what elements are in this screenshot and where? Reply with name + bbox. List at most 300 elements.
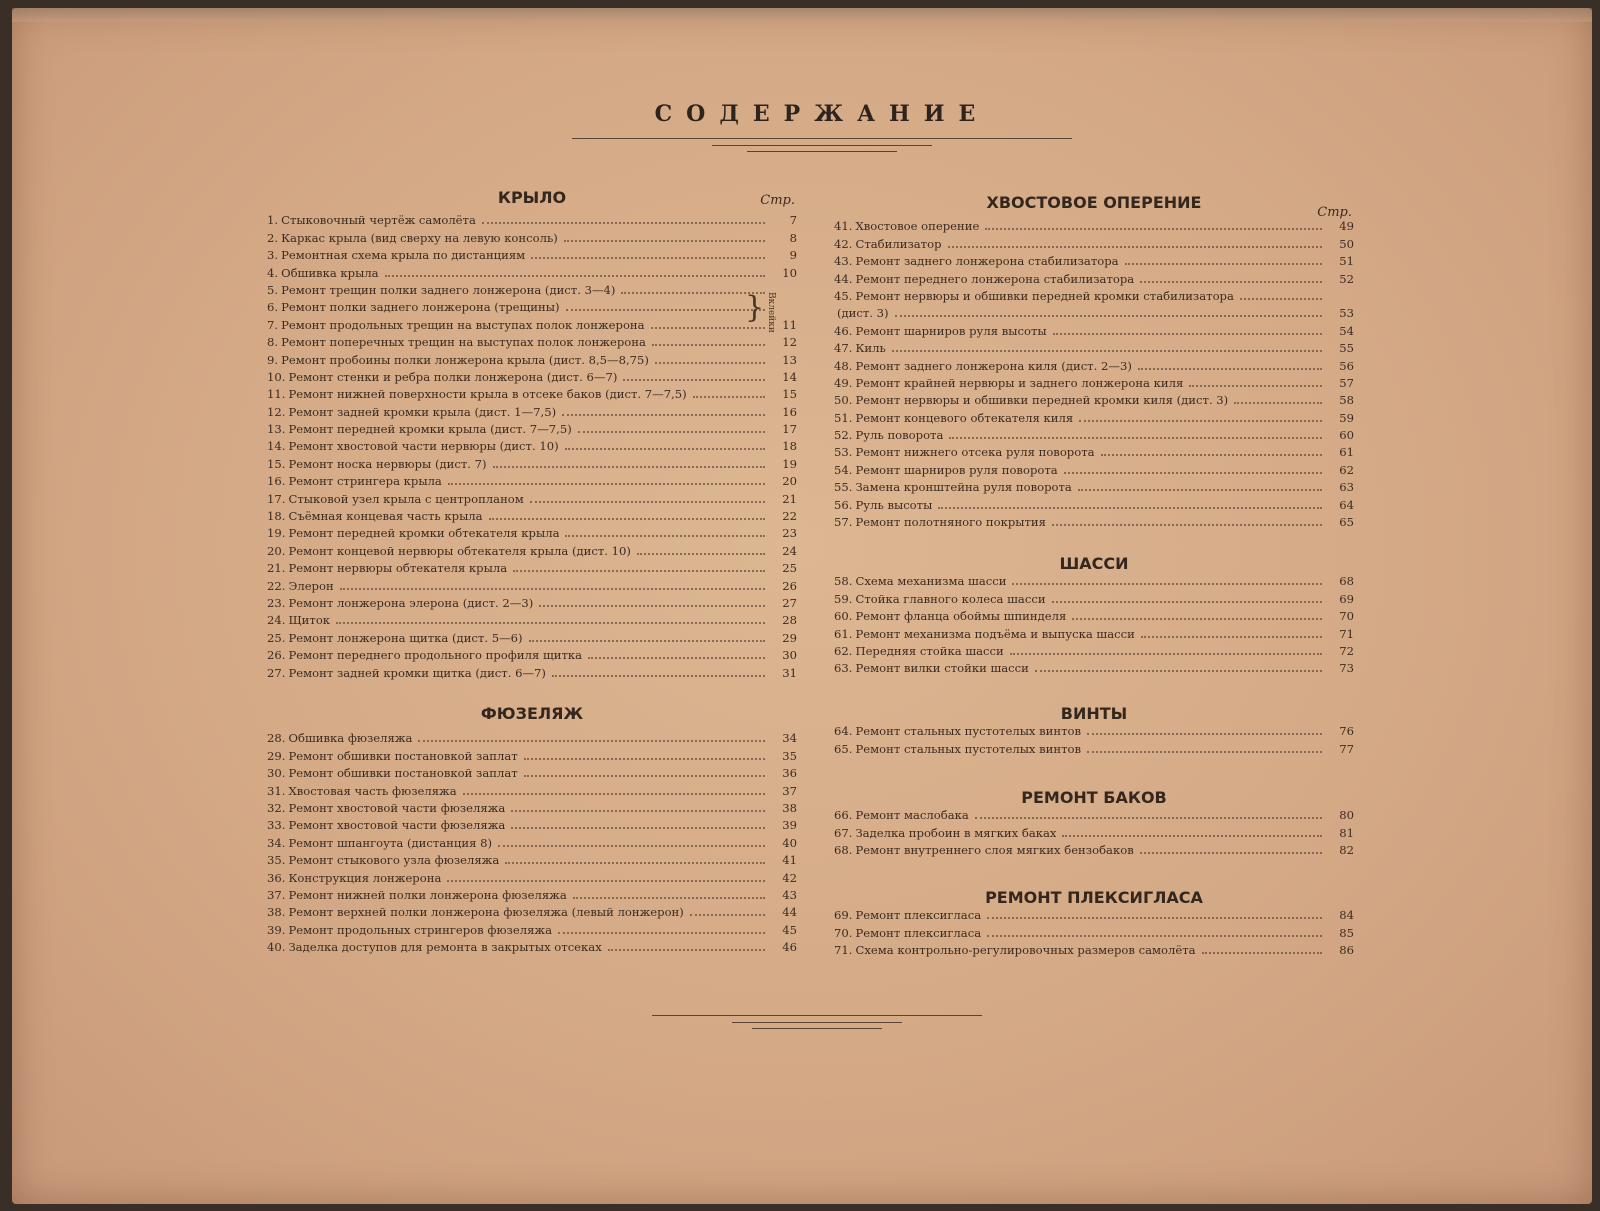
entry-number: 71. <box>834 943 853 958</box>
entry-title: Ремонт стрингера крыла <box>288 475 442 489</box>
toc-entry <box>267 401 797 418</box>
entry-title: Ремонт хвостовой части фюзеляжа <box>288 801 506 815</box>
entry-page-number: 25 <box>782 561 797 576</box>
section-heading-landing-gear: ШАССИ <box>1059 554 1129 573</box>
entry-page-number: 15 <box>782 387 797 402</box>
toc-entry <box>834 216 1354 233</box>
entry-number: 47. <box>834 341 853 356</box>
entry-title: Ремонт концевой нервюры обтекателя крыла (дист. 10) <box>288 544 631 558</box>
entry-number: 2. <box>267 230 279 245</box>
toc-entry <box>267 367 797 384</box>
dot-leader <box>948 245 1322 248</box>
dot-leader <box>1052 600 1322 603</box>
dot-leader <box>562 413 765 416</box>
dot-leader <box>1053 332 1322 335</box>
entry-title: Замена кронштейна руля поворота <box>855 481 1072 495</box>
entry-number: 27. <box>267 665 286 680</box>
entry-number: 61. <box>834 626 853 641</box>
dot-leader <box>558 931 765 934</box>
entry-title: Ремонт стальных пустотелых винтов <box>855 725 1082 739</box>
dot-leader <box>531 256 765 259</box>
entry-number: 9. <box>267 352 279 367</box>
entry-title: Ремонт продольных трещин на выступах полок лонжерона <box>281 318 645 332</box>
toc-entry <box>267 436 797 453</box>
entry-page-number: 22 <box>782 509 797 524</box>
dot-leader <box>565 447 765 450</box>
entry-page-number: 63 <box>1339 480 1354 495</box>
entry-title: Передняя стойка шасси <box>855 644 1004 658</box>
toc-entry <box>267 815 797 832</box>
dot-leader <box>578 430 765 433</box>
entry-number: 63. <box>834 661 853 676</box>
toc-entry <box>267 867 797 884</box>
entry-number: 33. <box>267 818 286 833</box>
entry-title: Схема контрольно-регулировочных размеров самолёта <box>855 944 1196 958</box>
entry-title: Ремонт нижней поверхности крыла в отсеке баков (дист. 7—7,5) <box>288 388 687 402</box>
entry-page-number: 56 <box>1339 358 1354 373</box>
dot-leader <box>608 948 765 951</box>
entry-number: 18. <box>267 509 286 524</box>
entry-number: 1. <box>267 213 279 228</box>
entry-page-number: 72 <box>1339 643 1354 658</box>
entry-title: Ремонт полки заднего лонжерона (трещины) <box>281 301 560 315</box>
entry-title: Стыковочный чертёж самолёта <box>281 214 476 228</box>
toc-entry <box>267 262 797 279</box>
dot-leader <box>552 674 765 677</box>
toc-entry <box>267 506 797 523</box>
entry-number: 20. <box>267 543 286 558</box>
toc-entry <box>267 832 797 849</box>
toc-entry <box>834 268 1354 285</box>
toc-entry <box>267 780 797 797</box>
entry-title: Ремонт трещин полки заднего лонжерона (дист. 3—4) <box>281 283 616 297</box>
bracket-mark: } <box>745 290 765 325</box>
entry-title: Ремонт стыкового узла фюзеляжа <box>288 854 500 868</box>
entry-number: 22. <box>267 578 286 593</box>
toc-entry <box>267 471 797 488</box>
section-heading-plexiglas: РЕМОНТ ПЛЕКСИГЛАСА <box>985 888 1203 907</box>
dot-leader <box>1064 471 1322 474</box>
entry-page-number: 9 <box>789 248 797 263</box>
entry-page-number: 77 <box>1339 741 1354 756</box>
entry-title: Руль высоты <box>855 498 933 512</box>
entry-page-number: 30 <box>782 648 797 663</box>
entry-title: Ремонт верхней полки лонжерона фюзеляжа (левый лонжерон) <box>288 906 684 920</box>
entry-title: Киль <box>855 342 886 356</box>
entry-number: 23. <box>267 595 286 610</box>
entry-number: 26. <box>267 648 286 663</box>
entry-page-number: 85 <box>1339 925 1354 940</box>
entry-title: Заделка доступов для ремонта в закрытых отсеках <box>288 941 602 955</box>
toc-entry <box>834 425 1354 442</box>
entry-number: 5. <box>267 282 279 297</box>
dot-leader <box>655 361 765 364</box>
entry-title: Обшивка фюзеляжа <box>288 732 413 746</box>
toc-entry <box>834 320 1354 337</box>
dot-leader <box>987 934 1322 937</box>
entry-page-number: 68 <box>1339 574 1354 589</box>
toc-entry <box>267 419 797 436</box>
entry-page-number: 86 <box>1339 943 1354 958</box>
entry-page-number: 69 <box>1339 591 1354 606</box>
toc-entry <box>834 338 1354 355</box>
entry-title: Ремонт нервюры и обшивки передней кромки стабилизатора <box>855 289 1234 303</box>
entry-page-number: 44 <box>782 905 797 920</box>
entry-page-number: 39 <box>782 818 797 833</box>
dot-leader <box>529 639 765 642</box>
entry-title: Ремонт концевого обтекателя киля <box>855 411 1074 425</box>
dot-leader <box>975 816 1322 819</box>
entry-number: 62. <box>834 643 853 658</box>
entry-page-number: 59 <box>1339 410 1354 425</box>
entry-number: 57. <box>834 515 853 530</box>
entry-number: 6. <box>267 300 279 315</box>
entry-number: 3. <box>267 248 279 263</box>
entry-page-number: 53 <box>1339 306 1354 321</box>
dot-leader <box>1101 453 1322 456</box>
page-title: СОДЕРЖАНИЕ <box>654 101 990 127</box>
entry-page-number: 76 <box>1339 724 1354 739</box>
entry-title: Хвостовая часть фюзеляжа <box>288 784 457 798</box>
entry-number: 67. <box>834 825 853 840</box>
toc-entry <box>267 227 797 244</box>
entry-page-number: 10 <box>782 265 797 280</box>
footer-rule <box>752 1028 882 1029</box>
entry-title: Ремонт обшивки постановкой заплат <box>288 767 518 781</box>
toc-entry <box>267 558 797 575</box>
dot-leader <box>1140 280 1322 283</box>
entry-page-number: 82 <box>1339 843 1354 858</box>
entry-number: 49. <box>834 375 853 390</box>
entry-number: 31. <box>267 783 286 798</box>
entry-number: 70. <box>834 925 853 940</box>
entry-title: Ремонт носка нервюры (дист. 7) <box>288 457 487 471</box>
dot-leader <box>895 314 1322 317</box>
entry-page-number: 18 <box>782 439 797 454</box>
entry-number: 42. <box>834 236 853 251</box>
entry-title: Ремонт поперечных трещин на выступах полок лонжерона <box>281 336 646 350</box>
section-entries-tail <box>834 216 1354 529</box>
toc-entry <box>834 355 1354 372</box>
entry-title: (дист. 3) <box>837 307 889 321</box>
entry-page-number: 51 <box>1339 254 1354 269</box>
entry-number: 15. <box>267 456 286 471</box>
entry-page-number: 55 <box>1339 341 1354 356</box>
entry-title: Съёмная концевая часть крыла <box>288 510 483 524</box>
toc-entry <box>267 850 797 867</box>
entry-page-number: 13 <box>782 352 797 367</box>
dot-leader <box>588 656 765 659</box>
entry-number: 32. <box>267 800 286 815</box>
dot-leader <box>539 604 765 607</box>
entry-title: Ремонт нижнего отсека руля поворота <box>855 446 1095 460</box>
toc-entry <box>267 297 797 314</box>
dot-leader <box>1087 732 1322 735</box>
entry-title: Ремонт лонжерона щитка (дист. 5—6) <box>288 631 523 645</box>
entry-title: Ремонт заднего лонжерона киля (дист. 2—3) <box>855 359 1132 373</box>
entry-number: 24. <box>267 613 286 628</box>
dot-leader <box>985 227 1322 230</box>
entry-page-number: 23 <box>782 526 797 541</box>
toc-entry <box>267 280 797 297</box>
toc-entry <box>267 523 797 540</box>
entry-number: 45. <box>834 288 853 303</box>
entry-page-number: 64 <box>1339 497 1354 512</box>
entry-number: 30. <box>267 766 286 781</box>
entry-title: Ремонт переднего продольного профиля щитка <box>288 649 583 663</box>
entry-title: Ремонт шарниров руля поворота <box>855 463 1058 477</box>
entry-page-number: 62 <box>1339 462 1354 477</box>
dot-leader <box>1189 384 1322 387</box>
toc-entry <box>834 459 1354 476</box>
entry-page-number: 26 <box>782 578 797 593</box>
dot-leader <box>565 534 765 537</box>
entry-number: 12. <box>267 404 286 419</box>
section-entries-wing <box>267 210 797 680</box>
entry-title: Ремонт продольных стрингеров фюзеляжа <box>288 923 552 937</box>
entry-number: 44. <box>834 271 853 286</box>
entry-title: Конструкция лонжерона <box>288 871 442 885</box>
entry-page-number: 21 <box>782 491 797 506</box>
dot-leader <box>511 826 765 829</box>
section-entries-propellers <box>834 721 1354 756</box>
dot-leader <box>1078 488 1322 491</box>
entry-title: Ремонт внутреннего слоя мягких бензобаков <box>855 844 1134 858</box>
entry-page-number: 54 <box>1339 323 1354 338</box>
dot-leader <box>566 308 765 311</box>
toc-entry <box>267 540 797 557</box>
dot-leader <box>385 274 765 277</box>
toc-entry <box>267 798 797 815</box>
toc-entry <box>834 922 1354 939</box>
entry-page-number: 8 <box>789 230 797 245</box>
dot-leader <box>693 395 765 398</box>
entry-title: Стойка главного колеса шасси <box>855 592 1046 606</box>
dot-leader <box>1062 834 1322 837</box>
entry-number: 48. <box>834 358 853 373</box>
entry-title: Каркас крыла (вид сверху на левую консоль) <box>281 231 558 245</box>
toc-entry <box>834 905 1354 922</box>
entry-number: 16. <box>267 474 286 489</box>
entry-number: 43. <box>834 254 853 269</box>
section-entries-landing-gear <box>834 571 1354 675</box>
dot-leader <box>1240 297 1322 300</box>
title-rule <box>712 145 932 146</box>
page-column-label: Стр. <box>760 193 795 208</box>
dot-leader <box>513 569 765 572</box>
toc-entry <box>834 840 1354 857</box>
entry-number: 53. <box>834 445 853 460</box>
toc-entry <box>267 610 797 627</box>
document-page <box>12 8 1592 1204</box>
toc-entry <box>834 373 1354 390</box>
entry-page-number: 60 <box>1339 428 1354 443</box>
dot-leader <box>336 621 765 624</box>
toc-entry <box>267 245 797 262</box>
entry-number: 38. <box>267 905 286 920</box>
dot-leader <box>493 465 765 468</box>
entry-number: 51. <box>834 410 853 425</box>
toc-entry <box>834 442 1354 459</box>
toc-entry <box>834 477 1354 494</box>
entry-number: 52. <box>834 428 853 443</box>
toc-entry <box>267 937 797 954</box>
page-column-label: Стр. <box>1317 205 1352 220</box>
entry-number: 54. <box>834 462 853 477</box>
entry-page-number: 16 <box>782 404 797 419</box>
entry-number: 40. <box>267 940 286 955</box>
entry-page-number: 49 <box>1339 219 1354 234</box>
entry-title: Ремонт задней кромки щитка (дист. 6—7) <box>288 666 546 680</box>
entry-number: 46. <box>834 323 853 338</box>
entry-page-number: 14 <box>782 369 797 384</box>
dot-leader <box>1087 750 1322 753</box>
toc-entry <box>834 805 1354 822</box>
dot-leader <box>1052 523 1322 526</box>
entry-number: 11. <box>267 387 286 402</box>
entry-number: 50. <box>834 393 853 408</box>
entry-title: Щиток <box>288 614 331 628</box>
dot-leader <box>652 343 765 346</box>
dot-leader <box>637 552 765 555</box>
entry-title: Ремонт обшивки постановкой заплат <box>288 749 518 763</box>
dot-leader <box>938 506 1322 509</box>
entry-number: 19. <box>267 526 286 541</box>
entry-title: Ремонт пробоины полки лонжерона крыла (дист. 8,5—8,75) <box>281 353 649 367</box>
entry-page-number: 37 <box>782 783 797 798</box>
entry-page-number: 41 <box>782 853 797 868</box>
entry-page-number: 38 <box>782 800 797 815</box>
section-heading-propellers: ВИНТЫ <box>1060 704 1128 723</box>
dot-leader <box>1035 669 1322 672</box>
entry-number: 60. <box>834 609 853 624</box>
section-heading-tanks: РЕМОНТ БАКОВ <box>1021 788 1167 807</box>
entry-page-number: 40 <box>782 835 797 850</box>
entry-number: 58. <box>834 574 853 589</box>
toc-entry <box>834 390 1354 407</box>
entry-title: Ремонтная схема крыла по дистанциям <box>281 249 526 263</box>
entry-page-number: 61 <box>1339 445 1354 460</box>
entry-page-number: 7 <box>789 213 797 228</box>
entry-number: 69. <box>834 908 853 923</box>
toc-entry <box>267 627 797 644</box>
entry-number: 8. <box>267 335 279 350</box>
entry-title: Ремонт лонжерона элерона (дист. 2—3) <box>288 596 534 610</box>
entry-title: Ремонт заднего лонжерона стабилизатора <box>855 255 1119 269</box>
entry-number: 7. <box>267 317 279 332</box>
entry-title: Ремонт полотняного покрытия <box>855 516 1046 530</box>
dot-leader <box>1072 617 1322 620</box>
entry-page-number: 73 <box>1339 661 1354 676</box>
entry-page-number: 65 <box>1339 515 1354 530</box>
entry-title: Ремонт механизма подъёма и выпуска шасси <box>855 627 1135 641</box>
entry-page-number: 11 <box>782 317 797 332</box>
dot-leader <box>892 349 1322 352</box>
dot-leader <box>448 482 765 485</box>
entry-title: Ремонт шпангоута (дистанция 8) <box>288 836 492 850</box>
toc-entry <box>834 822 1354 839</box>
entry-number: 4. <box>267 265 279 280</box>
entry-page-number: 81 <box>1339 825 1354 840</box>
entry-title: Схема механизма шасси <box>855 575 1007 589</box>
dot-leader <box>1010 652 1322 655</box>
dot-leader <box>482 221 765 224</box>
entry-number: 55. <box>834 480 853 495</box>
toc-entry <box>267 488 797 505</box>
entry-number: 17. <box>267 491 286 506</box>
toc-entry <box>834 641 1354 658</box>
dot-leader <box>690 913 765 916</box>
toc-entry <box>267 384 797 401</box>
section-heading-fuselage: ФЮЗЕЛЯЖ <box>480 704 584 723</box>
dot-leader <box>524 774 765 777</box>
toc-entry <box>834 512 1354 529</box>
toc-entry <box>834 738 1354 755</box>
entry-title: Ремонт шарниров руля высоты <box>855 324 1047 338</box>
toc-entry <box>267 902 797 919</box>
toc-entry <box>267 728 797 745</box>
entry-title: Руль поворота <box>855 429 944 443</box>
section-entries-plexiglas <box>834 905 1354 957</box>
dot-leader <box>1234 401 1322 404</box>
toc-entry <box>834 571 1354 588</box>
entry-page-number: 71 <box>1339 626 1354 641</box>
toc-entry <box>834 623 1354 640</box>
entry-page-number: 19 <box>782 456 797 471</box>
entry-title: Хвостовое оперение <box>855 220 980 234</box>
toc-entry <box>267 453 797 470</box>
dot-leader <box>340 587 765 590</box>
entry-number: 59. <box>834 591 853 606</box>
entry-number: 14. <box>267 439 286 454</box>
entry-title: Заделка пробоин в мягких баках <box>855 826 1057 840</box>
section-entries-tanks <box>834 805 1354 857</box>
entry-page-number: 34 <box>782 731 797 746</box>
toc-entry <box>267 745 797 762</box>
dot-leader <box>1141 635 1322 638</box>
entry-title: Ремонт хвостовой части нервюры (дист. 10) <box>288 440 559 454</box>
entry-page-number: 27 <box>782 595 797 610</box>
dot-leader <box>987 916 1322 919</box>
dot-leader <box>573 896 765 899</box>
dot-leader <box>621 291 765 294</box>
entry-number: 66. <box>834 808 853 823</box>
entry-page-number: 80 <box>1339 808 1354 823</box>
entry-number: 29. <box>267 748 286 763</box>
entry-page-number: 57 <box>1339 375 1354 390</box>
entry-page-number: 52 <box>1339 271 1354 286</box>
dot-leader <box>1138 367 1322 370</box>
entry-title: Обшивка крыла <box>281 266 379 280</box>
entry-number: 56. <box>834 497 853 512</box>
entry-number: 36. <box>267 870 286 885</box>
footer-rule <box>732 1022 902 1023</box>
toc-entry <box>834 407 1354 424</box>
dot-leader <box>949 436 1322 439</box>
entry-title: Ремонт крайней нервюры и заднего лонжерона киля <box>855 376 1184 390</box>
section-entries-fuselage <box>267 728 797 954</box>
entry-title: Ремонт плексигласа <box>855 909 982 923</box>
entry-title: Ремонт вилки стойки шасси <box>855 662 1029 676</box>
dot-leader <box>651 326 765 329</box>
entry-page-number: 36 <box>782 766 797 781</box>
entry-title: Элерон <box>288 579 334 593</box>
entry-number: 68. <box>834 843 853 858</box>
dot-leader <box>623 378 765 381</box>
entry-page-number: 45 <box>782 922 797 937</box>
entry-number: 21. <box>267 561 286 576</box>
dot-leader <box>1079 419 1322 422</box>
